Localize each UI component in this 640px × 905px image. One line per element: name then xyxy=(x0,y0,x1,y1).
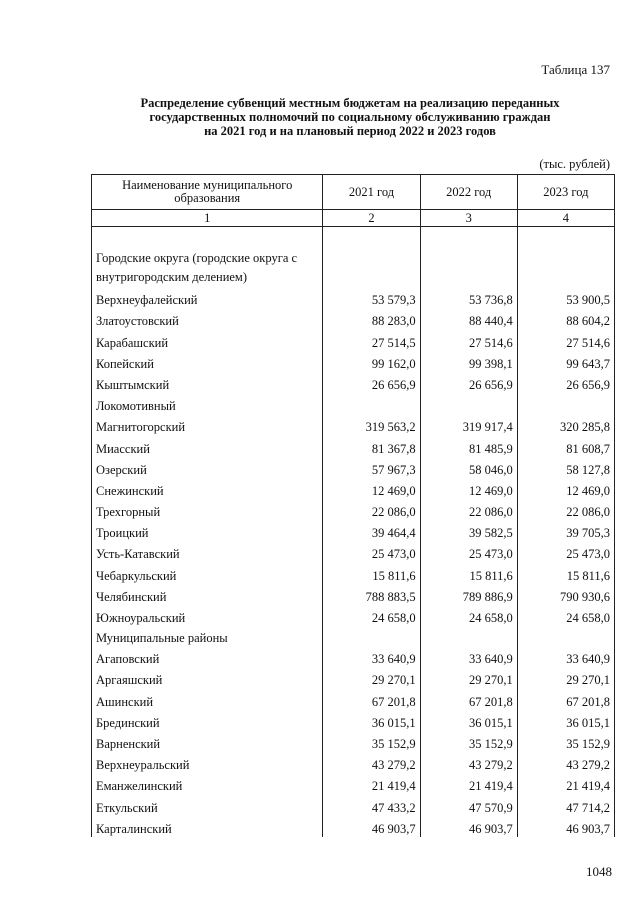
value-2023: 15 811,6 xyxy=(517,562,614,583)
table-row xyxy=(92,667,615,688)
group-heading: Городские округа (городские округа с внутригородским делением) xyxy=(92,227,323,288)
value-2023: 320 285,8 xyxy=(517,414,614,435)
value-2021 xyxy=(323,393,420,414)
table-row xyxy=(92,541,615,562)
column-number: 1 xyxy=(92,210,323,227)
value-2022: 21 419,4 xyxy=(420,773,517,794)
value-2023: 99 643,7 xyxy=(517,351,614,372)
empty-cell xyxy=(323,626,420,646)
municipality-name: Ашинский xyxy=(92,688,323,709)
group-heading: Муниципальные районы xyxy=(92,626,323,646)
municipality-name: Троицкий xyxy=(92,520,323,541)
value-2021: 15 811,6 xyxy=(323,562,420,583)
value-2021: 47 433,2 xyxy=(323,794,420,815)
value-2023: 24 658,0 xyxy=(517,605,614,626)
value-2022: 58 046,0 xyxy=(420,457,517,478)
value-2022: 27 514,6 xyxy=(420,329,517,350)
value-2022: 789 886,9 xyxy=(420,584,517,605)
value-2023: 47 714,2 xyxy=(517,794,614,815)
table-row xyxy=(92,372,615,393)
value-2021: 53 579,3 xyxy=(323,287,420,308)
value-2022: 22 086,0 xyxy=(420,499,517,520)
title-line: государственных полномочий по социальному обслуживанию граждан xyxy=(149,110,551,124)
value-2021: 29 270,1 xyxy=(323,667,420,688)
value-2021: 12 469,0 xyxy=(323,478,420,499)
empty-cell xyxy=(420,626,517,646)
municipality-name: Брединский xyxy=(92,710,323,731)
value-2023 xyxy=(517,393,614,414)
municipality-name: Карталинский xyxy=(92,816,323,837)
municipality-name: Еманжелинский xyxy=(92,773,323,794)
municipality-name: Миасский xyxy=(92,435,323,456)
table-row xyxy=(92,816,615,837)
table-row xyxy=(92,688,615,709)
value-2023: 81 608,7 xyxy=(517,435,614,456)
value-2021: 99 162,0 xyxy=(323,351,420,372)
empty-cell xyxy=(517,626,614,646)
value-2021: 26 656,9 xyxy=(323,372,420,393)
municipality-name: Верхнеуфалейский xyxy=(92,287,323,308)
value-2022: 47 570,9 xyxy=(420,794,517,815)
column-number: 4 xyxy=(517,210,614,227)
value-2022: 29 270,1 xyxy=(420,667,517,688)
value-2021: 27 514,5 xyxy=(323,329,420,350)
value-2022: 33 640,9 xyxy=(420,646,517,667)
municipality-name: Чебаркульский xyxy=(92,562,323,583)
table-row xyxy=(92,351,615,372)
table-row xyxy=(92,605,615,626)
page-number: 1048 xyxy=(586,864,612,879)
value-2021: 22 086,0 xyxy=(323,499,420,520)
municipality-name: Карабашский xyxy=(92,329,323,350)
group-heading-row xyxy=(92,626,615,646)
table-row xyxy=(92,646,615,667)
empty-cell xyxy=(323,227,420,288)
municipality-name: Локомотивный xyxy=(92,393,323,414)
table-row xyxy=(92,393,615,414)
value-2023: 35 152,9 xyxy=(517,731,614,752)
table-row xyxy=(92,499,615,520)
table-row xyxy=(92,710,615,731)
municipality-name: Трехгорный xyxy=(92,499,323,520)
value-2023: 12 469,0 xyxy=(517,478,614,499)
value-2021: 43 279,2 xyxy=(323,752,420,773)
value-2022: 15 811,6 xyxy=(420,562,517,583)
value-2023: 27 514,6 xyxy=(517,329,614,350)
subvention-table xyxy=(91,174,615,837)
document-title xyxy=(100,96,600,138)
municipality-name: Снежинский xyxy=(92,478,323,499)
value-2023: 22 086,0 xyxy=(517,499,614,520)
municipality-name: Златоустовский xyxy=(92,308,323,329)
table-row xyxy=(92,562,615,583)
value-2022: 26 656,9 xyxy=(420,372,517,393)
municipality-name: Копейский xyxy=(92,351,323,372)
value-2021: 33 640,9 xyxy=(323,646,420,667)
column-header-2021: 2021 год xyxy=(323,175,420,210)
value-2021: 67 201,8 xyxy=(323,688,420,709)
value-2023: 43 279,2 xyxy=(517,752,614,773)
column-header-name: Наименование муниципального образования xyxy=(92,175,323,210)
value-2023: 46 903,7 xyxy=(517,816,614,837)
column-number: 2 xyxy=(323,210,420,227)
municipality-name: Аргаяшский xyxy=(92,667,323,688)
value-2021: 25 473,0 xyxy=(323,541,420,562)
value-2023: 790 930,6 xyxy=(517,584,614,605)
value-2022: 24 658,0 xyxy=(420,605,517,626)
value-2022: 12 469,0 xyxy=(420,478,517,499)
value-2021: 319 563,2 xyxy=(323,414,420,435)
value-2021: 35 152,9 xyxy=(323,731,420,752)
value-2021: 36 015,1 xyxy=(323,710,420,731)
municipality-name: Озерский xyxy=(92,457,323,478)
group-heading-row xyxy=(92,227,615,288)
municipality-name: Варненский xyxy=(92,731,323,752)
value-2023: 26 656,9 xyxy=(517,372,614,393)
table-label: Таблица 137 xyxy=(541,62,610,77)
value-2022: 81 485,9 xyxy=(420,435,517,456)
value-2021: 39 464,4 xyxy=(323,520,420,541)
municipality-name: Усть-Катавский xyxy=(92,541,323,562)
table-row xyxy=(92,752,615,773)
value-2021: 57 967,3 xyxy=(323,457,420,478)
value-2023: 33 640,9 xyxy=(517,646,614,667)
table-row xyxy=(92,414,615,435)
column-header-2023: 2023 год xyxy=(517,175,614,210)
table-row xyxy=(92,773,615,794)
municipality-name: Магнитогорский xyxy=(92,414,323,435)
value-2021: 88 283,0 xyxy=(323,308,420,329)
table-row xyxy=(92,329,615,350)
column-number: 3 xyxy=(420,210,517,227)
table-row xyxy=(92,731,615,752)
table-row xyxy=(92,308,615,329)
value-2023: 36 015,1 xyxy=(517,710,614,731)
table-row xyxy=(92,435,615,456)
table-row xyxy=(92,478,615,499)
header-row xyxy=(92,175,615,210)
value-2022: 99 398,1 xyxy=(420,351,517,372)
empty-cell xyxy=(517,227,614,288)
value-2022: 25 473,0 xyxy=(420,541,517,562)
value-2023: 88 604,2 xyxy=(517,308,614,329)
value-2022: 35 152,9 xyxy=(420,731,517,752)
value-2022: 88 440,4 xyxy=(420,308,517,329)
value-2021: 24 658,0 xyxy=(323,605,420,626)
municipality-name: Южноуральский xyxy=(92,605,323,626)
value-2022: 319 917,4 xyxy=(420,414,517,435)
value-2023: 67 201,8 xyxy=(517,688,614,709)
empty-cell xyxy=(420,227,517,288)
value-2022: 53 736,8 xyxy=(420,287,517,308)
table-body xyxy=(92,227,615,837)
units-label: (тыс. рублей) xyxy=(539,157,610,171)
table-row xyxy=(92,287,615,308)
value-2023: 58 127,8 xyxy=(517,457,614,478)
municipality-name: Челябинский xyxy=(92,584,323,605)
municipality-name: Верхнеуральский xyxy=(92,752,323,773)
value-2023: 21 419,4 xyxy=(517,773,614,794)
value-2022: 43 279,2 xyxy=(420,752,517,773)
municipality-name: Агаповский xyxy=(92,646,323,667)
table-row xyxy=(92,457,615,478)
value-2022 xyxy=(420,393,517,414)
value-2023: 39 705,3 xyxy=(517,520,614,541)
value-2023: 25 473,0 xyxy=(517,541,614,562)
value-2022: 36 015,1 xyxy=(420,710,517,731)
table-row xyxy=(92,584,615,605)
value-2022: 67 201,8 xyxy=(420,688,517,709)
table-row xyxy=(92,794,615,815)
title-line: Распределение субвенций местным бюджетам на реализацию переданных xyxy=(140,96,560,110)
value-2022: 46 903,7 xyxy=(420,816,517,837)
value-2022: 39 582,5 xyxy=(420,520,517,541)
value-2021: 21 419,4 xyxy=(323,773,420,794)
title-line: на 2021 год и на плановый период 2022 и 2023 годов xyxy=(204,124,496,138)
municipality-name: Кыштымский xyxy=(92,372,323,393)
column-number-row xyxy=(92,210,615,227)
value-2021: 788 883,5 xyxy=(323,584,420,605)
municipality-name: Еткульский xyxy=(92,794,323,815)
table-row xyxy=(92,520,615,541)
value-2021: 46 903,7 xyxy=(323,816,420,837)
value-2021: 81 367,8 xyxy=(323,435,420,456)
value-2023: 53 900,5 xyxy=(517,287,614,308)
value-2023: 29 270,1 xyxy=(517,667,614,688)
column-header-2022: 2022 год xyxy=(420,175,517,210)
